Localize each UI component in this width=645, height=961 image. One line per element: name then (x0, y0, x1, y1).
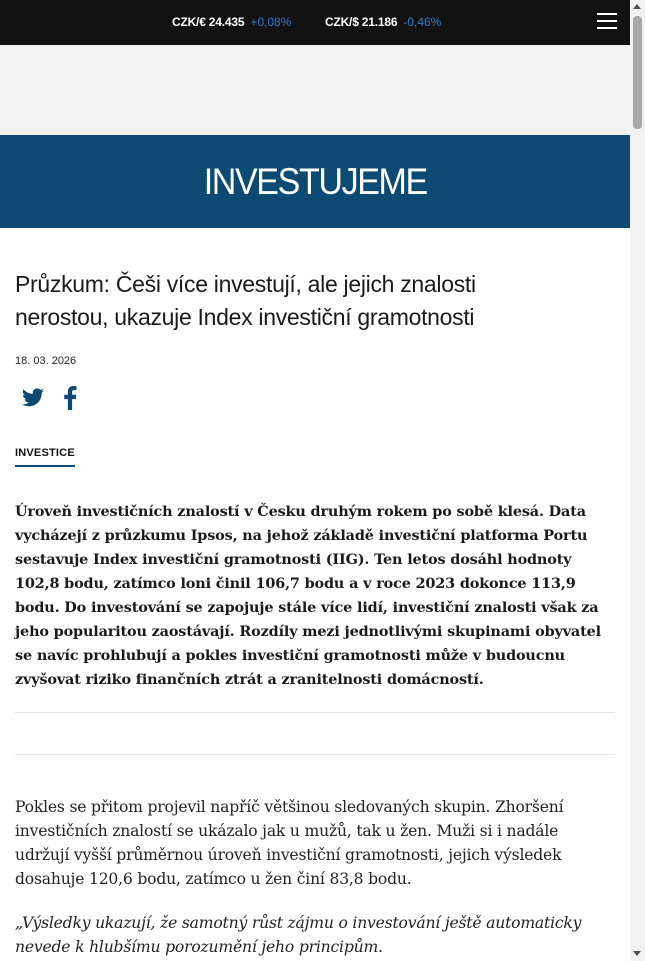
scroll-up-arrow-icon[interactable] (633, 4, 641, 9)
ticker-eur-label: CZK/€ 24.435 (172, 15, 245, 29)
article-paragraph: Pokles se přitom projevil napříč většinou sledovaných skupin. Zhoršení investičních znalostí se ukázalo jak u mužů, tak u žen. Muži si i nadále udržují vyšší průměrnou úroveň investiční gramotnosti, jejich výsledek dosahuje 120,6 bodu, zatímco u žen činí 83,8 bodu. (15, 798, 564, 888)
ticker-usd (325, 15, 441, 29)
top-bar (0, 0, 630, 45)
ticker-usd-change: -0,46% (403, 15, 442, 29)
ticker-eur (172, 15, 291, 29)
article-date: 18. 03. 2026 (15, 355, 77, 367)
twitter-share-button[interactable] (21, 386, 45, 410)
brand-banner[interactable] (0, 135, 630, 228)
facebook-icon (63, 386, 77, 410)
article-title: Průzkum: Češi více investují, ale jejich znalosti nerostou, ukazuje Index investiční gramotnosti (15, 271, 476, 330)
ticker-usd-label: CZK/$ 21.186 (325, 15, 398, 29)
article-perex: Úroveň investičních znalostí v Česku druhým rokem po sobě klesá. Data vycházejí z průzkumu Ipsos, na jehož základě investiční platforma Portu sestavuje Index investiční gramotnosti (IIG). Ten letos dosáhl hodnoty 102,8 bodu, zatímco loni činil 106,7 bodu a v roce 2023 dokonce 113,9 bodu. Do investování se zapojuje stále více lidí, investiční znalosti však za jeho popularitou zaostávají. Rozdíly mezi jednotlivými skupinami obyvatel se navíc prohlubují a pokles investiční gramotnosti může v budoucnu zvyšovat riziko finančních ztrát a zranitelnosti domácností. (15, 503, 601, 688)
twitter-icon (21, 386, 45, 410)
divider (15, 754, 615, 755)
scrollbar[interactable] (630, 0, 645, 961)
scrollbar-thumb[interactable] (633, 16, 642, 129)
ticker-eur-change: +0,08% (250, 15, 292, 29)
ad-space (0, 45, 630, 135)
category-tag[interactable]: INVESTICE (15, 447, 75, 467)
facebook-share-button[interactable] (63, 386, 77, 410)
article-quote: „Výsledky ukazují, že samotný růst zájmu o investování ještě automaticky nevede k hlubšímu porozumění jeho principům. (15, 914, 582, 956)
brand-logo: INVESTUJEME (203, 160, 427, 202)
scroll-down-arrow-icon[interactable] (633, 951, 641, 956)
hamburger-icon[interactable] (597, 13, 617, 31)
divider (15, 712, 615, 713)
